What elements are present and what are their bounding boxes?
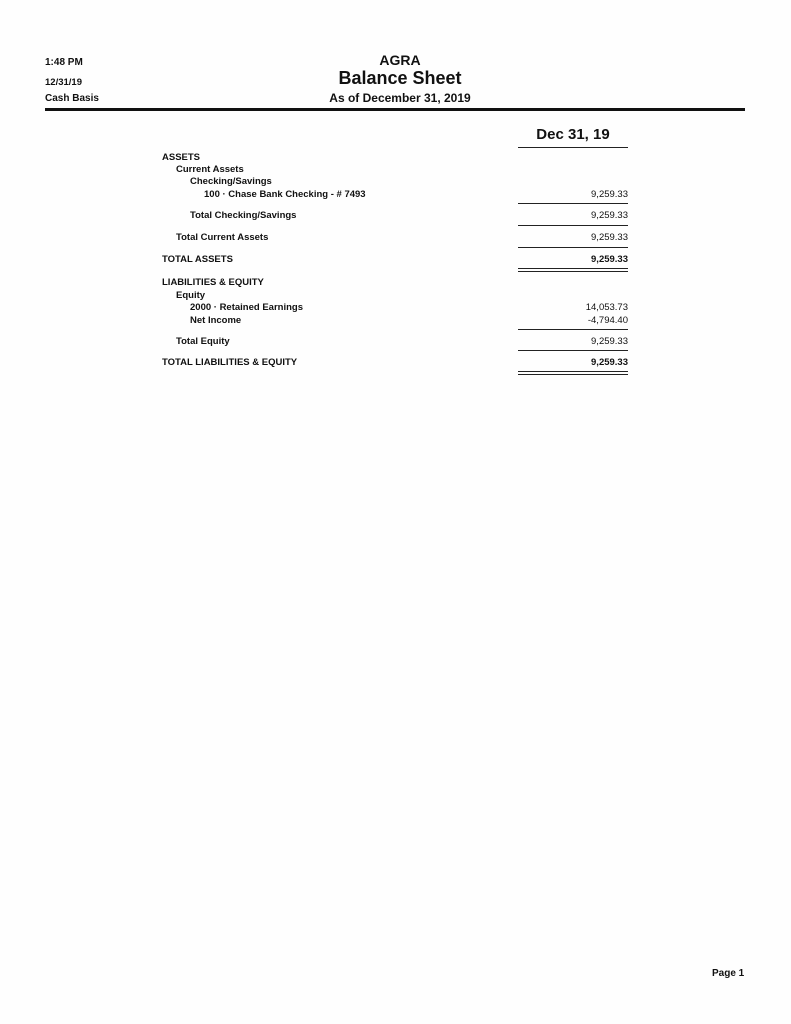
- row-amount: 9,259.33: [591, 189, 628, 200]
- row-total-liabilities-equity: [160, 357, 630, 369]
- row-amount: 9,259.33: [591, 232, 628, 243]
- row-assets: [160, 152, 630, 164]
- column-header: Dec 31, 19: [536, 126, 610, 143]
- row-total-current-assets: [160, 232, 630, 244]
- row-label: Checking/Savings: [190, 176, 272, 187]
- column-header-underline: [518, 147, 628, 148]
- subtotal-rule: [518, 225, 628, 226]
- subtotal-rule: [518, 203, 628, 204]
- row-label: TOTAL LIABILITIES & EQUITY: [162, 357, 298, 368]
- subtotal-rule: [518, 329, 628, 330]
- row-net-income: [160, 315, 630, 327]
- row-label: Total Checking/Savings: [190, 210, 297, 221]
- page-number: Page 1: [712, 968, 745, 979]
- report-subtitle: As of December 31, 2019: [329, 91, 471, 105]
- row-checking-savings: [160, 176, 630, 188]
- row-total-assets: [160, 254, 630, 266]
- company-name: AGRA: [379, 52, 421, 68]
- row-label: TOTAL ASSETS: [162, 254, 233, 265]
- row-label: 2000 · Retained Earnings: [190, 302, 303, 313]
- row-total-checking-savings: [160, 210, 630, 222]
- row-label: Total Current Assets: [176, 232, 269, 243]
- row-label: Total Equity: [176, 336, 230, 347]
- row-label: 100 · Chase Bank Checking - # 7493: [204, 189, 366, 200]
- grand-total-rule: [518, 371, 628, 375]
- row-amount: 9,259.33: [591, 210, 628, 221]
- row-label: LIABILITIES & EQUITY: [162, 277, 264, 288]
- row-amount: 14,053.73: [585, 302, 628, 313]
- row-total-equity: [160, 336, 630, 348]
- row-equity: [160, 290, 630, 302]
- report-title: Balance Sheet: [338, 68, 462, 88]
- row-liabilities-equity: [160, 277, 630, 289]
- row-amount: -4,794.40: [587, 315, 628, 326]
- row-label: Net Income: [190, 315, 242, 326]
- row-retained-earnings: [160, 302, 630, 314]
- row-amount: 9,259.33: [591, 336, 628, 347]
- row-amount: 9,259.33: [591, 254, 628, 265]
- row-amount: 9,259.33: [591, 357, 628, 368]
- grand-total-rule: [518, 268, 628, 272]
- row-chase-checking: [160, 189, 630, 201]
- report-basis: Cash Basis: [45, 93, 99, 104]
- subtotal-rule: [518, 247, 628, 248]
- row-label: Current Assets: [176, 164, 244, 175]
- header-divider: [45, 108, 745, 111]
- report-time: 1:48 PM: [45, 57, 83, 68]
- row-current-assets: [160, 164, 630, 176]
- row-label: ASSETS: [162, 152, 201, 163]
- row-label: Equity: [176, 290, 206, 301]
- report-date: 12/31/19: [45, 77, 82, 88]
- subtotal-rule: [518, 350, 628, 351]
